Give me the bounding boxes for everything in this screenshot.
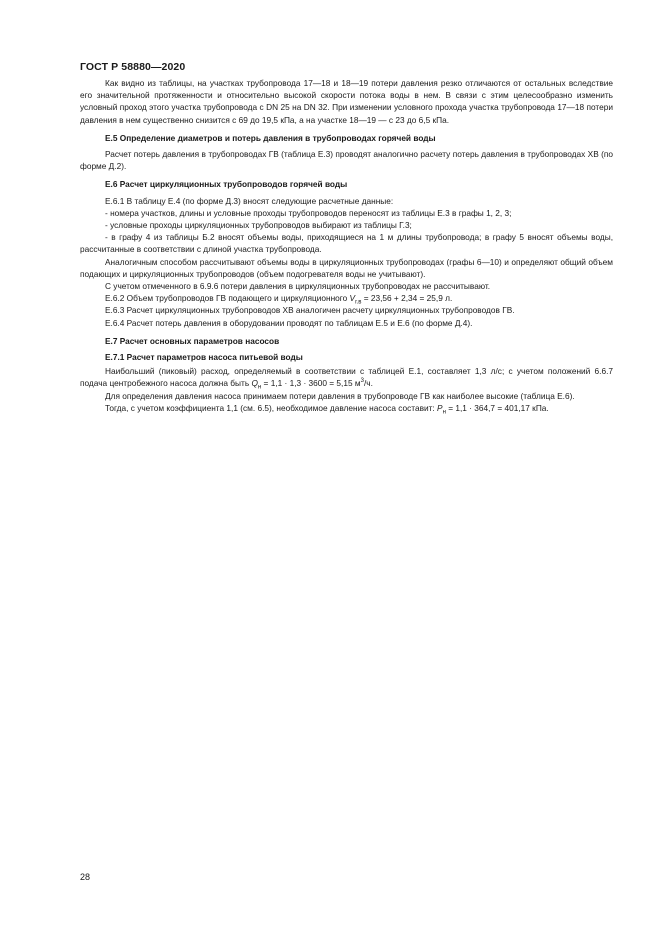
section-e7-heading: Е.7 Расчет основных параметров насосов bbox=[105, 335, 280, 346]
e7-1-text-mid: = 1,1 · 1,3 · 3600 = 5,15 м bbox=[261, 378, 361, 389]
intro-paragraph: Как видно из таблицы, на участках трубопровода 17—18 и 18—19 потери давления резко отличаются от остальных вследствие его значительной протяженности и относительно высокой скорости потока воды в нем. В связи с этим целесообразно изменить условный проход этого участка трубопровода с DN 25 на DN 32. При изменении условного прохода участка трубопровода 17—18 потери давления в нем существенно снизится с 69 до 19,5 кПа, а на участке 18—19 — с 23 до 6,5 кПа. bbox=[80, 78, 613, 125]
section-e6-paragraph-7 bbox=[80, 292, 613, 304]
pressure-subscript: н bbox=[442, 409, 446, 416]
e7-1-text-post: /ч. bbox=[363, 378, 373, 389]
section-e7-paragraph-2: Для определения давления насоса принимаем потери давления в трубопроводе ГВ как наиболее высокие (таблица Е.6). bbox=[105, 390, 575, 401]
section-e6-list-item-2: - условные проходы циркуляционных трубопроводов выбирают из таблицы Г.3; bbox=[105, 220, 412, 231]
section-e7-1-heading: Е.7.1 Расчет параметров насоса питьевой воды bbox=[105, 352, 303, 363]
section-e6-paragraph-6: С учетом отмеченного в 6.9.6 потери давления в циркуляционных трубопроводах не рассчитывают. bbox=[105, 281, 491, 292]
section-e6-list-item-1: - номера участков, длины и условные проходы трубопроводов переносят из таблицы Е.3 в графы 1, 2, 3; bbox=[105, 207, 512, 218]
section-e5-heading: Е.5 Определение диаметров и потерь давления в трубопроводах горячей воды bbox=[105, 132, 436, 143]
section-e6-list-item-3: - в графу 4 из таблицы Б.2 вносят объемы воды, приходящиеся на 1 м длины трубопровода; в графу 5 вносят объемы воды, рассчитанные в соответствии с длиной участка трубопровода. bbox=[80, 232, 613, 255]
section-e6-paragraph-5: Аналогичным способом рассчитывают объемы воды в циркуляционных трубопроводах (графы 6—10) и определяют общий объем подающих и циркуляционных трубопроводов (объем подогревателя воды не учитывают). bbox=[80, 256, 613, 279]
pressure-variable: P bbox=[437, 402, 443, 413]
section-e6-paragraph-9: Е.6.4 Расчет потерь давления в оборудовании проводят по таблицам Е.5 и Е.6 (по форме Д.4). bbox=[105, 317, 473, 328]
document-body bbox=[80, 77, 613, 414]
cubic-superscript: 3 bbox=[360, 378, 364, 385]
volume-subscript: г.в bbox=[355, 299, 362, 306]
section-e7-paragraph-1 bbox=[80, 365, 613, 392]
section-e6-paragraph-8: Е.6.3 Расчет циркуляционных трубопроводов ХВ аналогичен расчету циркуляционных трубопроводов ГВ. bbox=[105, 305, 515, 316]
section-e6-heading: Е.6 Расчет циркуляционных трубопроводов горячей воды bbox=[105, 179, 348, 190]
section-e5-paragraph: Расчет потерь давления в трубопроводах ГВ (таблица Е.3) проводят аналогично расчету потерь давления в трубопроводах ХВ (по форме Д.2). bbox=[80, 149, 613, 172]
e6-2-text-pre: Е.6.2 Объем трубопроводов ГВ подающего и циркуляционного bbox=[105, 293, 350, 304]
e7-3-text-post: = 1,1 · 364,7 = 401,17 кПа. bbox=[445, 402, 549, 413]
e6-2-text-post: = 23,56 + 2,34 = 25,9 л. bbox=[361, 293, 453, 304]
document-header: ГОСТ Р 58880—2020 bbox=[80, 61, 186, 73]
flow-subscript: н bbox=[257, 385, 262, 392]
volume-variable: V bbox=[349, 293, 356, 304]
section-e6-paragraph-1: Е.6.1 В таблицу Е.4 (по форме Д.3) вносят следующие расчетные данные: bbox=[105, 195, 394, 206]
e7-1-text-pre: Наибольший (пиковый) расход, определяемый в соответствии с таблицей Е.1, составляет 1,3 л/с; с учетом положений 6.6.7 подача центробежного насоса должна быть bbox=[80, 366, 613, 389]
page-number: 28 bbox=[80, 872, 91, 882]
section-e7-paragraph-3 bbox=[80, 402, 613, 414]
flow-variable: Q bbox=[251, 378, 258, 389]
e7-3-text-pre: Тогда, с учетом коэффициента 1,1 (см. 6.5), необходимое давление насоса составит: bbox=[105, 402, 438, 413]
